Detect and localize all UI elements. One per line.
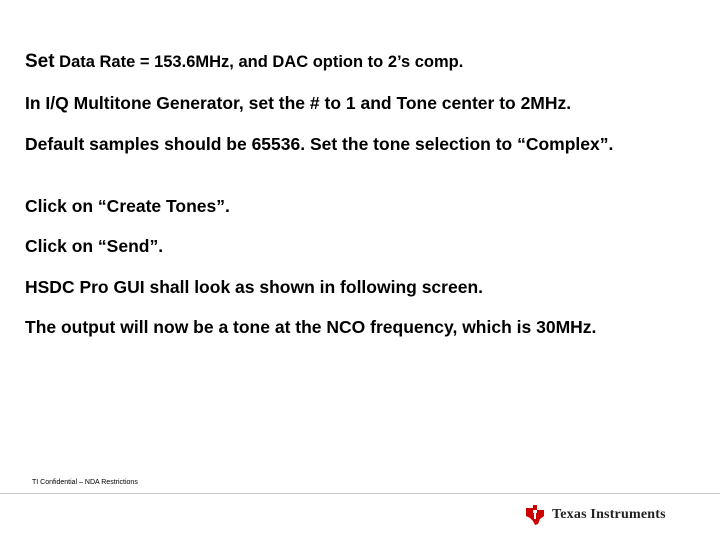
bullet-send: Click on “Send”.	[25, 236, 164, 256]
ti-state-icon	[524, 504, 546, 526]
bullet-data-rate	[25, 51, 695, 73]
bullet-gui-look: HSDC Pro GUI shall look as shown in following screen.	[25, 277, 483, 297]
texas-instruments-logo	[524, 504, 666, 526]
bullet-lead-word: Set	[25, 51, 55, 72]
confidential-notice: TI Confidential – NDA Restrictions	[32, 479, 138, 486]
bullet-output-tone: The output will now be a tone at the NCO frequency, which is 30MHz.	[25, 317, 597, 337]
bullet-default-samples: Default samples should be 65536. Set the tone selection to “Complex”.	[25, 134, 614, 154]
bullet-multitone-generator: In I/Q Multitone Generator, set the # to 1 and Tone center to 2MHz.	[25, 93, 572, 113]
bullet-create-tones: Click on “Create Tones”.	[25, 196, 230, 216]
bullet-text: Data Rate = 153.6MHz, and DAC option to 2’s comp.	[54, 53, 464, 71]
logo-text: Texas Instruments	[552, 507, 666, 522]
footer-divider	[0, 493, 720, 494]
